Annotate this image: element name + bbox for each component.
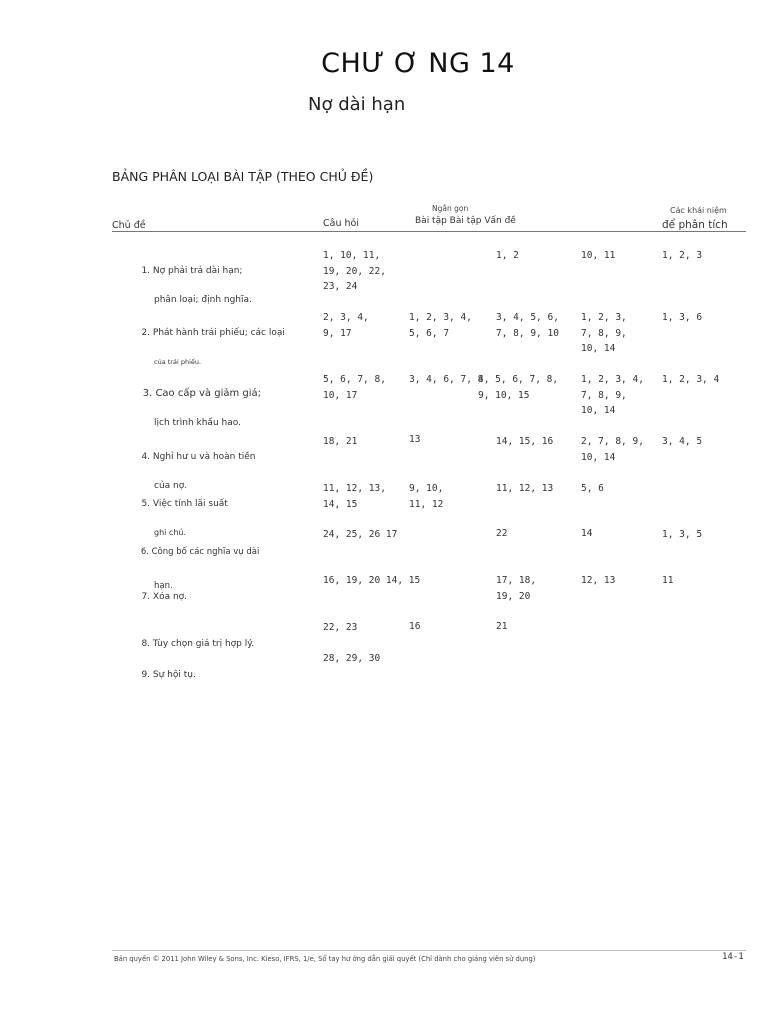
row-brief: 16	[409, 621, 421, 632]
topic-line2: của nợ.	[154, 480, 188, 491]
topic-line2: hạn.	[154, 581, 173, 591]
topic-line1: 8. Tùy chọn giá trị hợp lý.	[141, 638, 255, 649]
row-questions: 28, 29, 30	[323, 653, 381, 664]
row-problems: 14	[581, 528, 593, 539]
row-brief: 13	[409, 434, 421, 445]
row-concepts: 1, 3, 5	[662, 529, 703, 540]
row-brief: 9, 10, 11, 12	[409, 483, 444, 510]
topic-line2: lịch trình khấu hao.	[154, 417, 241, 428]
row-problems: 2, 7, 8, 9, 10, 14	[581, 436, 644, 463]
row-exercises: 11, 12, 13	[496, 483, 554, 494]
header-concepts-bottom: để phân tích	[662, 219, 728, 231]
header-concepts-top: Các khái niệm	[670, 206, 727, 215]
row-brief: 1, 2, 3, 4, 5, 6, 7	[409, 312, 472, 339]
topic-line2: phân loại; định nghĩa.	[154, 294, 252, 305]
row-exercises: 3, 4, 5, 6, 7, 8, 9, 10	[496, 312, 559, 339]
row-questions: 5, 6, 7, 8, 10, 17	[323, 374, 386, 401]
row-problems: 1, 2, 3, 7, 8, 9, 10, 14	[581, 312, 627, 354]
topic-line1: 6. Công bố các nghĩa vụ dài	[140, 547, 260, 557]
table-row-topic	[130, 653, 196, 697]
header-questions: Câu hỏi	[323, 218, 359, 229]
row-exercises: 4, 5, 6, 7, 8, 9, 10, 15	[478, 374, 559, 401]
row-concepts: 11	[662, 575, 674, 586]
topic-line1: 5. Việc tính lãi suất	[141, 498, 228, 509]
topic-line1: 3. Cao cấp và giảm giá;	[142, 387, 262, 399]
topic-line2: của trái phiếu.	[154, 357, 202, 366]
row-exercises: 14, 15, 16	[496, 436, 554, 447]
section-title: BẢNG PHÂN LOẠI BÀI TẬP (THEO CHỦ ĐỀ)	[112, 169, 374, 184]
row-exercises: 22	[496, 528, 508, 539]
row-exercises: 1, 2	[496, 250, 519, 261]
row-questions: 11, 12, 13, 14, 15	[323, 483, 386, 510]
header-brief-note: Ngắn gọn	[432, 204, 469, 213]
row-questions: 24, 25, 26 17	[323, 529, 398, 540]
row-exercises: 17, 18, 19, 20	[496, 575, 537, 602]
topic-line2: ghi chú.	[154, 527, 186, 537]
topic-line1: 9. Sự hội tụ.	[141, 669, 196, 680]
chapter-subtitle: Nợ dài hạn	[308, 94, 406, 115]
header-exercises: Bài tập Bài tập Vấn đề	[415, 216, 516, 226]
header-topic: Chủ đề	[112, 220, 146, 231]
row-concepts: 1, 2, 3	[662, 250, 703, 261]
row-problems: 1, 2, 3, 4, 7, 8, 9, 10, 14	[581, 374, 644, 416]
row-questions: 1, 10, 11, 19, 20, 22, 23, 24	[323, 250, 386, 292]
footer-copyright: Bản quyền © 2011 John Wiley & Sons, Inc. Kieso, IFRS, 1/e, Sổ tay hư ớng dẫn giải quyết (Chỉ dành cho giảng viên sử dụng)	[114, 955, 536, 963]
topic-line1: 1. Nợ phải trả dài hạn;	[141, 265, 243, 276]
row-questions: 18, 21	[323, 436, 358, 447]
row-problems: 10, 11	[581, 250, 616, 261]
row-brief: 3, 4, 6, 7, 8	[409, 374, 484, 385]
row-questions: 22, 23	[323, 622, 358, 633]
row-concepts: 1, 3, 6	[662, 312, 703, 323]
row-concepts: 3, 4, 5	[662, 436, 703, 447]
row-problems: 12, 13	[581, 575, 616, 586]
row-concepts: 1, 2, 3, 4	[662, 374, 720, 385]
topic-line1: 4. Nghỉ hư u và hoàn tiền	[141, 451, 256, 462]
row-exercises: 21	[496, 621, 508, 632]
topic-line1: 2. Phát hành trái phiếu; các loại	[141, 327, 285, 338]
row-questions: 16, 19, 20 14, 15	[323, 575, 421, 586]
row-questions: 2, 3, 4, 9, 17	[323, 312, 369, 339]
row-problems: 5, 6	[581, 483, 604, 494]
table-row-topic	[130, 575, 187, 619]
page-number: 14-1	[722, 952, 744, 962]
footer-rule	[112, 950, 746, 951]
chapter-title: CHƯ Ơ NG 14	[321, 48, 515, 79]
header-rule	[112, 231, 746, 232]
topic-line1: 7. Xóa nợ.	[141, 591, 188, 602]
